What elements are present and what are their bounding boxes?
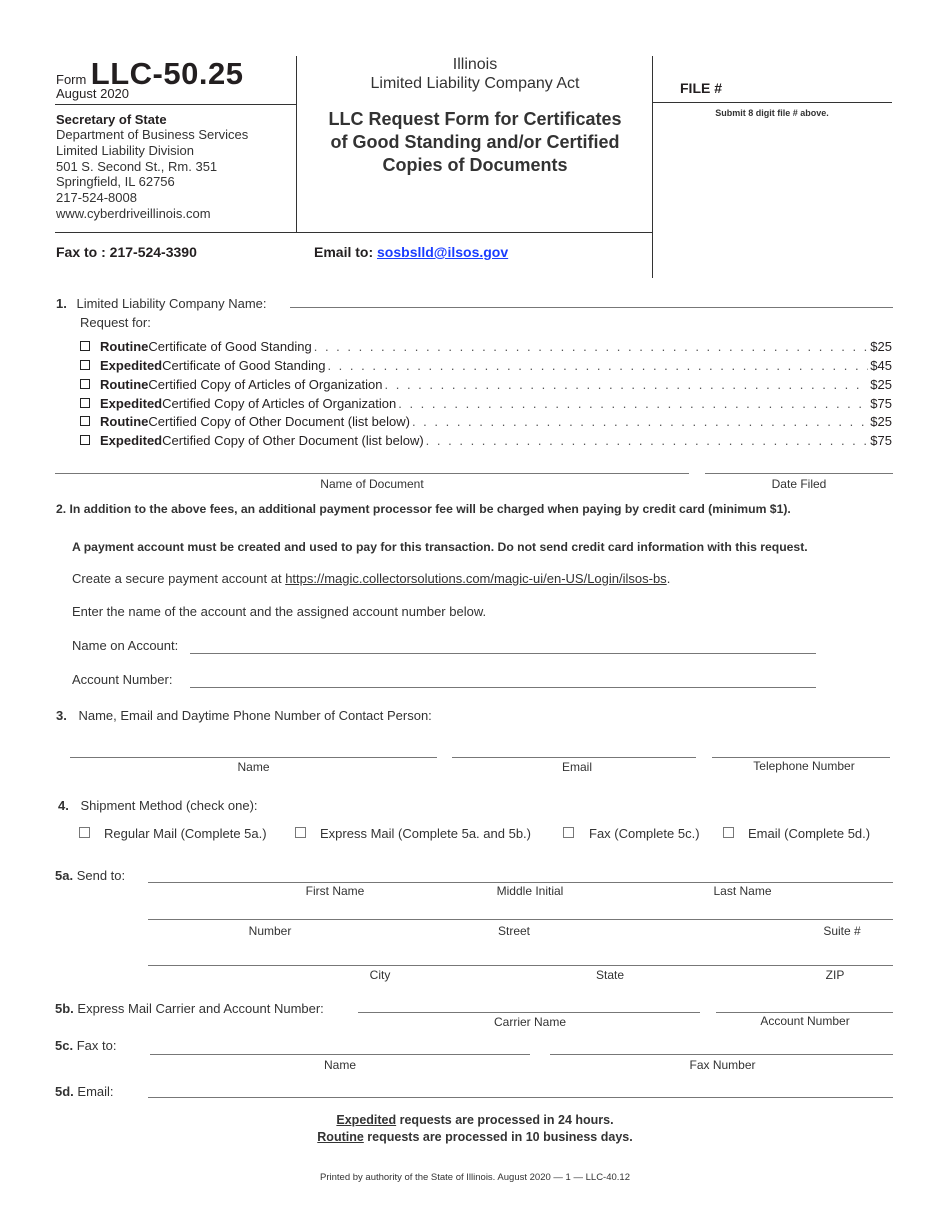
document-name-field[interactable] bbox=[55, 473, 689, 474]
email-to-label: Email: bbox=[77, 1084, 114, 1099]
leader-dots bbox=[412, 414, 868, 429]
send-to-name-field[interactable] bbox=[148, 882, 893, 883]
request-label: Request for: bbox=[80, 315, 151, 330]
document-name-caption: Name of Document bbox=[320, 477, 424, 491]
fax-label: Fax (Complete 5c.) bbox=[589, 826, 700, 841]
request-item[interactable] bbox=[80, 337, 892, 355]
address-line: 217-524-8008 bbox=[56, 190, 137, 206]
name-on-account-field[interactable] bbox=[190, 653, 816, 654]
address-line: www.cyberdriveillinois.com bbox=[56, 205, 211, 221]
section-number: 5b. bbox=[55, 1001, 74, 1016]
address-line: Department of Business Services bbox=[56, 127, 249, 142]
request-item[interactable] bbox=[80, 375, 892, 393]
request-speed: Routine bbox=[100, 338, 149, 354]
fax-label: Fax to : 217-524-3390 bbox=[56, 244, 197, 260]
fax-name-caption: Name bbox=[323, 1058, 356, 1072]
date-filed-field[interactable] bbox=[705, 473, 893, 474]
leader-dots bbox=[314, 339, 869, 354]
express-mail-checkbox[interactable] bbox=[295, 827, 306, 838]
sos-address bbox=[56, 127, 248, 222]
expedited-note bbox=[0, 1112, 950, 1129]
form-title bbox=[298, 108, 652, 177]
act-line-2: Limited Liability Company Act bbox=[370, 75, 580, 92]
contact-label: Name, Email and Daytime Phone Number of Contact Person: bbox=[78, 708, 432, 723]
section-number: 5c. bbox=[55, 1038, 74, 1053]
llc-name-row bbox=[56, 296, 267, 311]
file-note: Submit 8 digit file # above. bbox=[715, 108, 829, 118]
email-link[interactable]: sosbslld@ilsos.gov bbox=[377, 244, 509, 260]
section-number: 5a. bbox=[55, 868, 74, 883]
contact-phone-caption: Telephone Number bbox=[753, 759, 855, 773]
request-fee: $25 bbox=[870, 413, 892, 429]
request-fee: $75 bbox=[870, 395, 892, 411]
create-account-suffix: . bbox=[666, 571, 671, 586]
name-on-account-label: Name on Account: bbox=[72, 638, 179, 653]
request-checkbox[interactable] bbox=[80, 435, 90, 445]
contact-email-field[interactable] bbox=[452, 757, 696, 758]
act-heading bbox=[298, 55, 652, 93]
header-divider-left bbox=[296, 56, 297, 232]
fax-checkbox[interactable] bbox=[563, 827, 574, 838]
request-fee: $45 bbox=[870, 357, 892, 373]
request-item[interactable] bbox=[80, 431, 892, 449]
create-account-prefix: Create a secure payment account at bbox=[72, 571, 286, 586]
form-date: August 2020 bbox=[56, 86, 130, 101]
fax-to-heading bbox=[55, 1038, 116, 1053]
carrier-account-caption: Account Number bbox=[760, 1014, 850, 1028]
request-speed: Expedited bbox=[100, 357, 163, 373]
send-to-address-field[interactable] bbox=[148, 919, 893, 920]
header-rule-bottom bbox=[55, 232, 653, 233]
email-checkbox[interactable] bbox=[723, 827, 734, 838]
routine-word: Routine bbox=[317, 1130, 364, 1144]
leader-dots bbox=[385, 377, 869, 392]
title-line: of Good Standing and/or Certified bbox=[330, 132, 620, 152]
expedited-word: Expedited bbox=[336, 1113, 397, 1127]
leader-dots bbox=[426, 433, 869, 448]
address-line: Limited Liability Division bbox=[56, 142, 194, 158]
contact-name-field[interactable] bbox=[70, 757, 437, 758]
llc-name-label: Limited Liability Company Name: bbox=[76, 296, 267, 311]
request-item[interactable] bbox=[80, 412, 892, 430]
file-rule bbox=[652, 102, 892, 103]
send-to-heading bbox=[55, 868, 125, 883]
request-text: Certified Copy of Articles of Organization bbox=[148, 376, 383, 392]
send-to-city-field[interactable] bbox=[148, 965, 893, 966]
carrier-label: Express Mail Carrier and Account Number: bbox=[77, 1001, 324, 1016]
section-number: 1. bbox=[56, 296, 67, 311]
city-caption: City bbox=[369, 968, 391, 982]
routine-rest: requests are processed in 10 business days. bbox=[363, 1130, 633, 1144]
send-to-label: Send to: bbox=[76, 868, 126, 883]
middle-initial-caption: Middle Initial bbox=[496, 884, 564, 898]
request-fee: $75 bbox=[870, 432, 892, 448]
sos-title: Secretary of State bbox=[56, 112, 167, 127]
email-to-field[interactable] bbox=[148, 1097, 893, 1098]
act-line-1: Illinois bbox=[452, 56, 498, 73]
payment-portal-link[interactable]: https://magic.collectorsolutions.com/magic-ui/en-US/Login/ilsos-bs bbox=[285, 571, 667, 586]
address-line: Springfield, IL 62756 bbox=[56, 174, 175, 190]
processor-fee-note: 2. In addition to the above fees, an additional payment processor fee will be charged when paying by credit card (minimum $1). bbox=[56, 502, 791, 516]
shipment-label: Shipment Method (check one): bbox=[80, 798, 258, 813]
request-fee: $25 bbox=[870, 338, 892, 354]
regular-mail-checkbox[interactable] bbox=[79, 827, 90, 838]
fax-to-label: Fax to: bbox=[76, 1038, 117, 1053]
carrier-name-caption: Carrier Name bbox=[493, 1015, 566, 1029]
title-line: Copies of Documents bbox=[382, 155, 568, 175]
state-caption: State bbox=[595, 968, 625, 982]
zip-caption: ZIP bbox=[825, 968, 845, 982]
number-caption: Number bbox=[248, 924, 292, 938]
header-divider-right bbox=[652, 56, 653, 278]
processing-notes bbox=[0, 1112, 950, 1146]
contact-phone-field[interactable] bbox=[712, 757, 890, 758]
request-text: Certificate of Good Standing bbox=[162, 357, 326, 373]
title-line: LLC Request Form for Certificates bbox=[328, 109, 622, 129]
request-checkbox[interactable] bbox=[80, 341, 90, 351]
request-fee: $25 bbox=[870, 376, 892, 392]
leader-dots bbox=[398, 396, 868, 411]
request-text: Certified Copy of Articles of Organization bbox=[162, 395, 397, 411]
email-option-label: Email (Complete 5d.) bbox=[748, 826, 871, 841]
email-line bbox=[314, 244, 508, 260]
section-number: 3. bbox=[56, 708, 67, 723]
printed-by: Printed by authority of the State of Illinois. August 2020 — 1 — LLC-40.12 bbox=[320, 1172, 630, 1183]
form-number: LLC-50.25 bbox=[90, 56, 244, 91]
carrier-account-field[interactable] bbox=[716, 1012, 893, 1013]
first-name-caption: First Name bbox=[305, 884, 365, 898]
contact-email-caption: Email bbox=[561, 760, 592, 774]
expedited-rest: requests are processed in 24 hours. bbox=[396, 1113, 614, 1127]
leader-dots bbox=[327, 358, 868, 373]
form-label: Form bbox=[56, 72, 87, 87]
file-number-field[interactable] bbox=[662, 124, 888, 229]
request-speed: Expedited bbox=[100, 395, 163, 411]
account-number-field[interactable] bbox=[190, 687, 816, 688]
fax-number-field[interactable] bbox=[550, 1054, 893, 1055]
header-rule-form bbox=[55, 104, 297, 105]
last-name-caption: Last Name bbox=[713, 884, 772, 898]
fax-name-field[interactable] bbox=[150, 1054, 530, 1055]
section-number: 5d. bbox=[55, 1084, 74, 1099]
file-label: FILE # bbox=[680, 80, 723, 96]
request-speed: Routine bbox=[100, 413, 149, 429]
request-item[interactable] bbox=[80, 356, 892, 374]
request-checkbox[interactable] bbox=[80, 360, 90, 370]
section-number: 4. bbox=[58, 798, 69, 813]
fax-number-caption: Fax Number bbox=[689, 1058, 756, 1072]
regular-mail-label: Regular Mail (Complete 5a.) bbox=[104, 826, 267, 841]
account-number-label: Account Number: bbox=[72, 672, 173, 687]
express-mail-label: Express Mail (Complete 5a. and 5b.) bbox=[320, 826, 531, 841]
date-filed-caption: Date Filed bbox=[771, 477, 827, 491]
request-checkbox[interactable] bbox=[80, 379, 90, 389]
carrier-heading bbox=[55, 1001, 324, 1016]
street-caption: Street bbox=[497, 924, 530, 938]
request-item[interactable] bbox=[80, 394, 892, 412]
address-line: 501 S. Second St., Rm. 351 bbox=[56, 158, 218, 174]
payment-account-note: A payment account must be created and used to pay for this transaction. Do not send credit card information with this request. bbox=[72, 540, 808, 554]
enter-account-note: Enter the name of the account and the assigned account number below. bbox=[72, 604, 487, 619]
request-checkbox[interactable] bbox=[80, 398, 90, 408]
request-text: Certified Copy of Other Document (list below) bbox=[148, 413, 410, 429]
email-to-heading bbox=[55, 1084, 114, 1099]
contact-name-caption: Name bbox=[237, 760, 270, 774]
request-checkbox[interactable] bbox=[80, 416, 90, 426]
shipment-heading bbox=[58, 798, 258, 813]
carrier-name-field[interactable] bbox=[358, 1012, 700, 1013]
request-speed: Routine bbox=[100, 376, 149, 392]
llc-name-field[interactable] bbox=[290, 307, 893, 308]
request-text: Certificate of Good Standing bbox=[148, 338, 312, 354]
contact-heading bbox=[56, 708, 432, 723]
routine-note bbox=[0, 1129, 950, 1146]
email-label: Email to: bbox=[314, 244, 374, 260]
suite-caption: Suite # bbox=[823, 924, 861, 938]
create-account-line bbox=[72, 571, 670, 586]
request-speed: Expedited bbox=[100, 432, 163, 448]
request-text: Certified Copy of Other Document (list below) bbox=[162, 432, 424, 448]
